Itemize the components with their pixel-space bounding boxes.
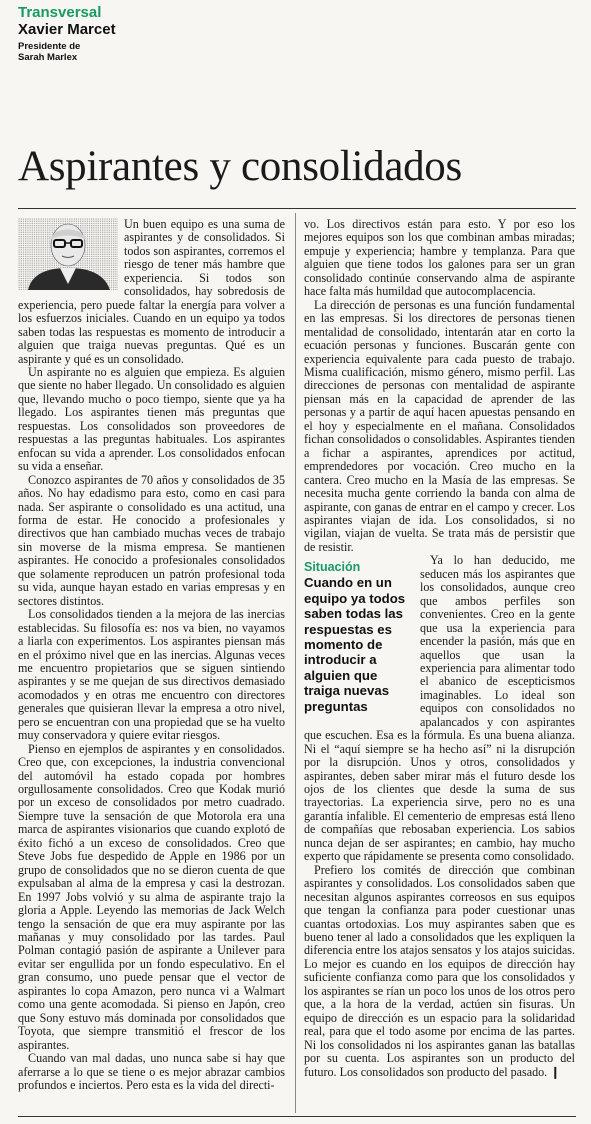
pullquote-label: Situación xyxy=(304,560,361,575)
paragraph: vo. Los directivos están para esto. Y por eso los mejores equipos son los que combinan ambas miradas; empuje y experiencia; hambre y templanza. Para que alguien que tiene todos los galones para ser un gran consolidado continúe conservando alma de aspirante hace falta más humildad que autocomplacencia. xyxy=(304,217,575,299)
title-rule xyxy=(18,208,576,209)
article-title: Aspirantes y consolidados xyxy=(18,143,462,190)
paragraph: Los consolidados tienden a la mejora de las inercias establecidas. Su filosofía es: nos va bien, no vayamos a liarla con experimentos. Los aspirantes piensan más en el próximo nivel que en las inercias. Algunas veces me encuentro propietarios que se siguen sintiendo aspirantes y se me quejan de sus directivos demasiado acomodados y en otras me encuentro con directores generales que quisieran llevar la empresa a otro nivel, pero se encuentran con una propiedad que se ha vuelto muy conservadora y quiere evitar riesgos. xyxy=(18,607,285,743)
pullquote-text: Cuando en un equipo ya todos saben todas las respuestas es momento de introducir a alguien que traiga nuevas preguntas xyxy=(304,575,406,714)
paragraph: Cuando van mal dadas, uno nunca sabe si hay que aferrarse a lo que se tiene o es mejor abrazar cambios profundos e inciertos. Pero esta es la vida del directi- xyxy=(18,1051,285,1092)
paragraph: La dirección de personas es una función fundamental en las empresas. Si los directores de personas tienen mentalidad de consolidado, intentarán atar en corto la ecuación personas y funciones. Buscarán gente con experiencia equivalente para cada puesto de trabajo. Misma cualificación, mismo género, mismo perfil. Las direcciones de personas con mentalidad de aspirante piensan más en la capacidad de aprender de las personas y a partir de aquí hacen apuestas pensando en el hoy y especialmente en el mañana. Consolidados fichan consolidados o consolidables. Aspirantes tienden a fichar a aspirantes, aprendices por actitud, emprendedores por vocación. Creo mucho en la cantera. Creo mucho en la Masía de las empresas. Se necesita mucha gente corriendo la banda con alma de aspirante, con ganas de entrar en el campo y crecer. Los aspirantes viajan de ida. Los consolidados, si no vigilan, viajan de vuelta. Se trata más de persistir que de resistir. xyxy=(304,297,575,554)
paragraph: Prefiero los comités de dirección que combinan aspirantes y consolidados. Los consolidados saben que necesitan algunos aspirantes correosos en sus equipos que tengan la confianza para poder cuestionar unas cuantas ortodoxias. Los muy aspirantes saben que es bueno tener al lado a consolidados que les expliquen la diferencia entre los atajos sensatos y los atajos suicidas. Lo mejor es cuando en los equipos de dirección hay suficiente confianza como para que los consolidados y los aspirantes se rían un poco los unos de los otros pero que, a la hora de la verdad, actúen sin fisuras. Un equipo de dirección es un espacio para la solidaridad real, para que el todo asome por encima de las partes. Ni los consolidados ni los aspirantes ganan las batallas por su cuenta. Los aspirantes son un producto del futuro. Los consolidados son producto del pasado. ❙ xyxy=(304,862,575,1079)
bottom-rule xyxy=(18,1116,576,1117)
author-role-line2: Sarah Marlex xyxy=(18,52,78,63)
column-divider xyxy=(295,213,296,1113)
paragraph: Un buen equipo es una suma de aspirantes y de consolidados. Si todos son aspirantes, corremos el riesgo de tener más hambre que experiencia. Si todos son consolidados, hay sobredosis de experiencia, pero puede faltar la energía para volver a los esfuerzos iniciales. Cuando en un equipo ya todos saben todas las respuestas es momento de introducir a alguien que traiga nuevas preguntas. Qué es un aspirante y qué es un consolidado. xyxy=(18,217,285,366)
paragraph: Ya lo han deducido, me seducen más los aspirantes que los consolidados, aunque creo que ambos perfiles son convenientes. Creo en la gente que usa la experiencia para encender la pasión, más que en aquellos que usan la experiencia para alimentar todo el abanico de escepticismos imaginables. Lo ideal son equipos con consolidados no apalancados y con aspirantes que escuchen. Esa es la fórmula. Es una buena alianza. Ni el “aquí siempre se ha hecho así” ni la disrupción por la disrupción. Unos y otros, consolidados y aspirantes, deben saber mirar más el futuro desde los ojos de los clientes que desde la suma de sus trayectorias. La experiencia sirve, pero no es una garantía infalible. El cementerio de empresas está lleno de compañías que rebosaban experiencia. Los sabios nunca dejan de ser aspirantes; en cambio, hay mucho experto que rápidamente se presenta como consolidado. xyxy=(304,553,575,864)
paragraph: Conozco aspirantes de 70 años y consolidados de 35 años. No hay edadismo para esto, como en casi para nada. Ser aspirante o consolidado es una actitud, una forma de estar. He conocido a profesionales y directivos que han cambiado muchas veces de trabajo sin moverse de la misma empresa. Se mantienen aspirantes. He conocido a profesionales consolidados que solamente reproducen un patrón profesional toda su vida, aunque hayan estado en varias empresas y en sectores distintos. xyxy=(18,472,285,608)
masthead xyxy=(18,4,116,63)
article-column-1 xyxy=(18,218,285,1092)
author-portrait xyxy=(18,218,118,290)
author-name: Xavier Marcet xyxy=(18,21,116,38)
section-label: Transversal xyxy=(18,4,102,21)
paragraph: Un aspirante no es alguien que empieza. Es alguien que siente no haber llegado. Un consolidado es alguien que, llevando mucho o poco tiempo, siente que ya ha llegado. Los aspirantes tienen más preguntas que respuestas. Los consolidados son proveedores de respuestas a las preguntas habituales. Los aspirantes enfocan su vida a aprender. Los consolidados enfocan su vida a enseñar. xyxy=(18,364,285,474)
paragraph: Pienso en ejemplos de aspirantes y en consolidados. Creo que, con excepciones, la industria convencional del automóvil ha estado copada por hombres orgullosamente consolidados. Creo que Kodak murió por un exceso de consolidados por metro cuadrado. Siempre tuve la sensación de que Motorola era una marca de aspirantes visionarios que cuando explotó de éxito fichó a un exceso de consolidados. Creo que Steve Jobs fue despedido de Apple en 1986 por un grupo de consolidados que no se dieron cuenta de que expulsaban al alma de la empresa y casi la destrozan. En 1997 Jobs volvió y su alma de aspirante trajo la gloria a Apple. Leyendo las memorias de Jack Welch tengo la sensación de que era muy aspirante por las mañanas y muy consolidado por las tardes. Paul Polman contagió pasión de aspirante a Unilever para evitar ser engullida por un fondo especulativo. En el gran consumo, uno puede pensar que el vector de aspirantes lo copa Amazon, pero nunca vi a Walmart como una gente acomodada. Si pienso en Japón, creo que Sony estuvo más dominada por consolidados que Toyota, que siempre transmitió el frescor de los aspirantes. xyxy=(18,741,285,1052)
author-role xyxy=(18,41,116,63)
pullquote xyxy=(304,560,412,714)
article-column-2 xyxy=(304,218,575,1079)
author-role-line1: Presidente de xyxy=(18,41,81,52)
